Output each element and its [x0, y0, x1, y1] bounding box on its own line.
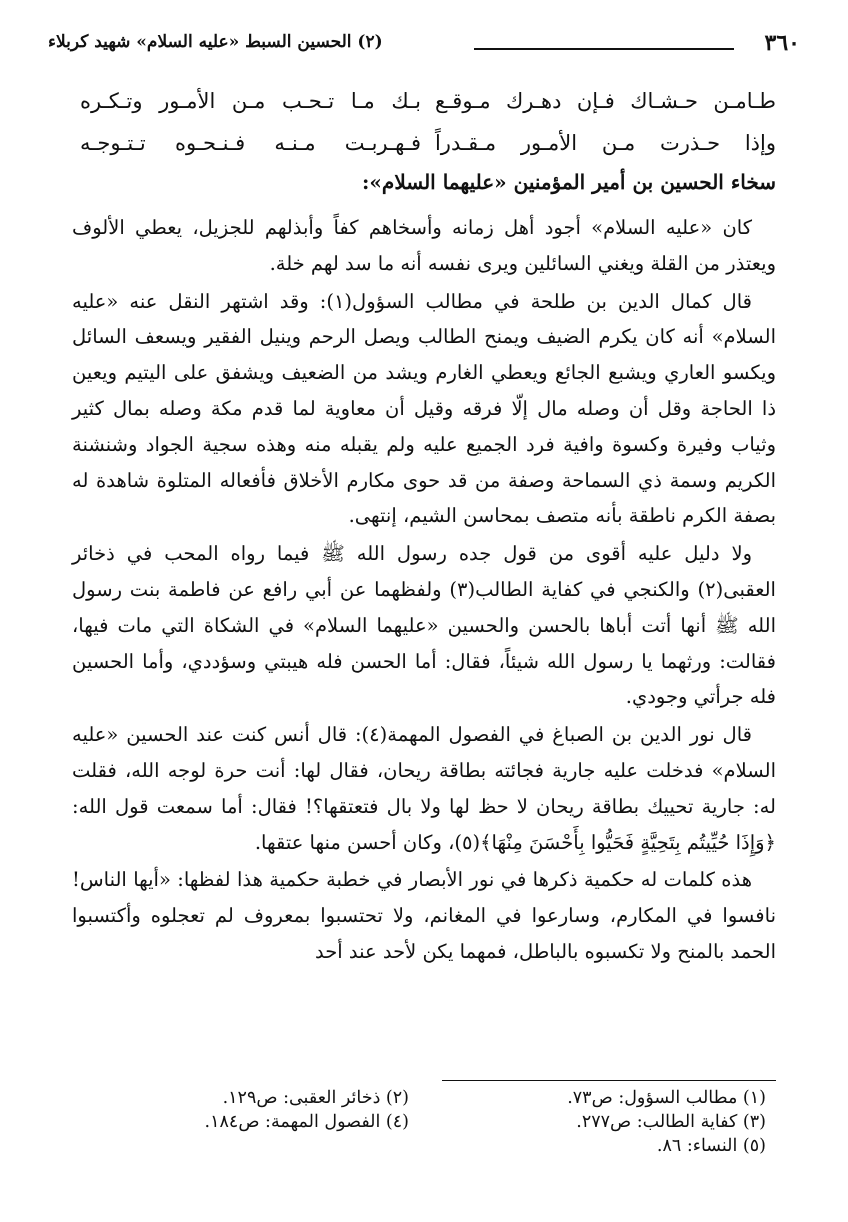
verse-second-hemistich: فـهـربـت مـنـه فـنـحـوه تـتـوجـه — [80, 131, 422, 155]
verse — [80, 122, 776, 164]
section-heading: سخاء الحسين بن أمير المؤمنين «عليهما السلام»: — [362, 170, 776, 194]
body-text — [72, 210, 776, 972]
page-number: ٣٦٠ — [764, 30, 800, 56]
paragraph: قال نور الدين بن الصباغ في الفصول المهمة(٤): قال أنس كنت عند الحسين «عليه السلام» فدخلت عليه جارية فجائته بطاقة ريحان، فقال لها: أنت حرة لوجه الله، فقلت له: جارية تحييك بطاقة ريحان لا حظ لها ولا بال فتعتقها؟! فقال: أما سمعت قول الله: ﴿وَإِذَا حُيِّيتُم بِتَحِيَّةٍ فَحَيُّوا بِأَحْسَنَ مِنْهَا﴾(٥)، وكان أحسن منها عتقها. — [72, 723, 776, 854]
paragraph: كان «عليه السلام» أجود أهل زمانه وأسخاهم كفاً وأبذلهم للجزيل، يعطي الألوف ويعتذر من القلة ويغني السائلين ويرى نفسه أنه ما سد لهم خلة. — [72, 216, 776, 275]
paragraph: قال كمال الدين بن طلحة في مطالب السؤول(١): وقد اشتهر النقل عنه «عليه السلام» أنه كان يكرم الضيف ويمنح الطالب ويصل الرحم وينيل الفقير ويسعف السائل ويكسو العاري ويشبع الجائع ويعطي الغارم ويشد من الضعيف ويشفق على اليتيم ويعين ذا الحاجة وقل أن وصله مال إلّا فرقه وقيل أن معاوية لما قدم مكة وصله بمال كثير وثياب وفيرة وكسوة وافية فرد الجميع عليه ولم يقبله منه وهذه سجية الجواد وشنشنة الكريم وسمة ذي السماحة وصفة من قد حوى مكارم الأخلاق فأفعاله المتلوة شاهدة له بصفة الكرم ناطقة بأنه متصف بمحاسن الشيم، إنتهى. — [72, 289, 776, 528]
verse-second-hemistich: بـك مـا تـحـب مـن الأمـور وتـكـره — [80, 89, 422, 113]
running-title: (٢) الحسين السبط «عليه السلام» شهيد كربلاء — [48, 32, 383, 52]
footnote: (٢) ذخائر العقبى: ص١٢٩. — [222, 1088, 409, 1108]
footnote: (٥) النساء: ٨٦. — [656, 1136, 766, 1156]
header-rule — [474, 48, 734, 50]
verse-first-hemistich: وإذا حـذرت مـن الأمـور مـقـدراً — [434, 131, 776, 155]
footnote: (٣) كفاية الطالب: ص٢٧٧. — [576, 1112, 766, 1132]
footnotes — [72, 1086, 766, 1158]
footnote: (١) مطالب السؤول: ص٧٣. — [567, 1088, 766, 1108]
verse-first-hemistich: طـامـن حـشـاك فـإن دهـرك مـوقـع — [434, 89, 776, 113]
footnote: (٤) الفصول المهمة: ص١٨٤. — [204, 1112, 409, 1132]
paragraph: ولا دليل عليه أقوى من قول جده رسول الله ﷺ فيما رواه المحب في ذخائر العقبى(٢) والكنجي في كفاية الطالب(٣) ولفظهما عن أبي رافع عن فاطمة بنت رسول الله ﷺ أنها أتت أباها بالحسن والحسين «عليهما السلام» في الشكاة التي مات فيها، فقالت: ورثهما يا رسول الله شيئاً، فقال: أما الحسن فله هيبتي وسؤددي، وأما الحسين فله جرأتي وجودي. — [72, 542, 776, 709]
poem — [80, 80, 776, 164]
paragraph: هذه كلمات له حكمية ذكرها في نور الأبصار في خطبة حكمية هذا لفظها: «أيها الناس! نافسوا في المكارم، وسارعوا في المغانم، ولا تحتسبوا بمعروف لم تعجلوه وأكتسبوا الحمد بالمنح ولا تكسبوه بالباطل، فمهما يكن لأحد عند أحد — [72, 868, 776, 963]
page-header — [48, 22, 800, 62]
verse — [80, 80, 776, 122]
footnote-separator — [442, 1080, 776, 1081]
